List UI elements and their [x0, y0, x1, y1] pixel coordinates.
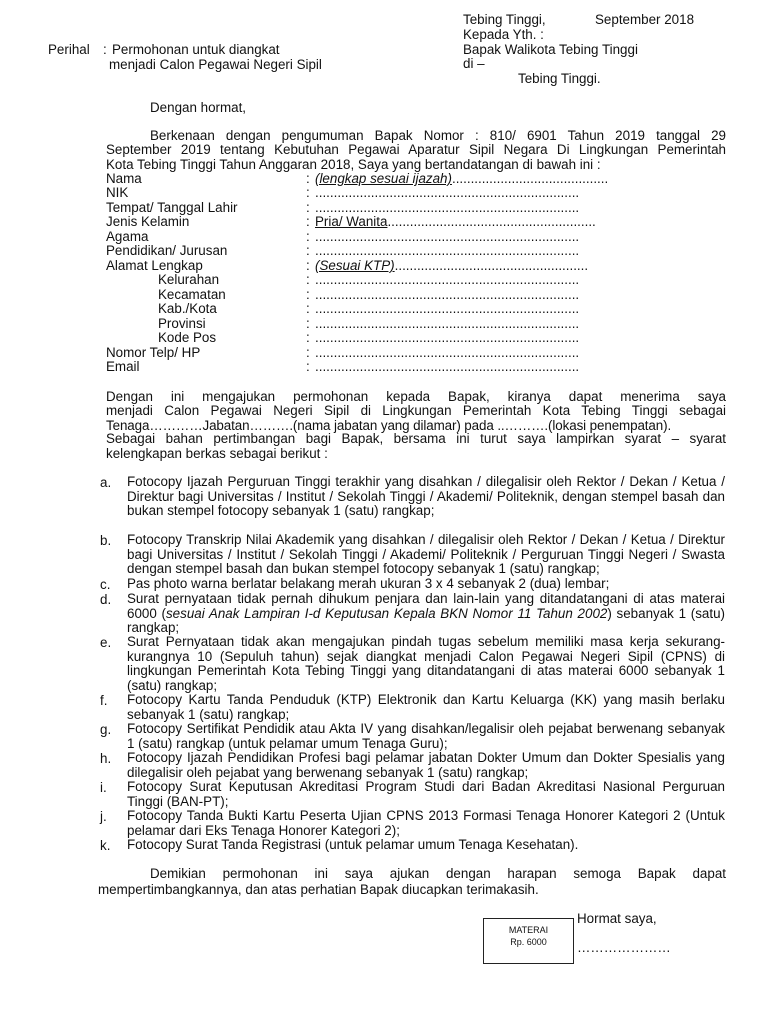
- requirement-text: Fotocopy Ijazah Perguruan Tinggi terakhir yang disahkan / dilegalisir oleh Rektor / Dekan / Ketua / Direktur bagi Universitas / Institut / Sekolah Tinggi / Akademi/ Politeknik, dengan stempel basah dan bukan stempel fotocopy sebanyak 1 (satu) rangkap;: [127, 474, 725, 519]
- requirement-letter: k.: [100, 838, 111, 853]
- field-value: [315, 273, 610, 288]
- field-colon: :: [306, 185, 310, 200]
- field-value: [315, 186, 610, 201]
- field-dots: .......................................................................: [315, 288, 580, 302]
- requirement-letter: a.: [100, 475, 112, 490]
- field-hint: (lengkap sesuai ijazah): [315, 172, 452, 186]
- field-dots: .......................................................................: [315, 230, 580, 244]
- request-line-2: menjadi Calon Pegawai Negeri Sipil di Lingkungan Pemerintah Kota Tebing Tinggi sebagai: [106, 403, 726, 418]
- field-dots: .......................................................................: [315, 317, 580, 331]
- subject-line-1: Permohonan untuk diangkat: [112, 42, 280, 57]
- field-hint: (Sesuai KTP): [315, 259, 395, 273]
- field-label: Alamat Lengkap: [106, 258, 203, 273]
- field-value: [315, 346, 610, 361]
- field-value: [315, 230, 610, 245]
- subject-line-2: menjadi Calon Pegawai Negeri Sipil: [109, 57, 322, 72]
- requirement-text: Fotocopy Transkrip Nilai Akademik yang disahkan / dilegalisir oleh Rektor / Dekan / Ketua / Direktur bagi Universitas / Institut / Sekolah Tinggi / Akademi/ Politeknik / Perguruan Tinggi Negeri / Swasta dengan stempel basah dan bukan stempel fotocopy sebanyak 1 (satu) rangkap;: [127, 532, 725, 577]
- field-label: NIK: [106, 185, 129, 200]
- subject-colon: :: [103, 42, 107, 57]
- requirement-letter: e.: [100, 635, 112, 650]
- closing-line-1: Demikian permohonan ini saya ajukan dengan harapan semoga Bapak dapat: [150, 866, 726, 881]
- field-dots: .......................................................................: [315, 331, 580, 345]
- field-label: Email: [106, 359, 140, 374]
- closing-line-2: mempertimbangkannya, dan atas perhatian Bapak diucapkan terimakasih.: [98, 882, 539, 897]
- intro-line-3: Kota Tebing Tinggi Tahun Anggaran 2018, Saya yang bertandatangan di bawah ini :: [106, 157, 601, 172]
- requirement-letter: b.: [100, 533, 112, 548]
- field-label: Agama: [106, 229, 149, 244]
- field-dots: .......................................................................: [315, 186, 580, 200]
- field-value: [315, 288, 610, 303]
- field-value: [315, 259, 610, 274]
- requirement-text-part: Surat pernyataan tidak pernah dihukum penjara dan lain-lain yang ditandatangani di atas materai 6000 (: [127, 591, 725, 621]
- field-dots: .......................................................................: [315, 346, 580, 360]
- recipient-salutation: Kepada Yth. :: [463, 27, 544, 42]
- requirement-text: Fotocopy Ijazah Pendidikan Profesi bagi pelamar jabatan Dokter Umum dan Dokter Spesialis yang dilegalisir oleh pejabat yang berwenang sebanyak 1 (satu) rangkap;: [127, 750, 725, 780]
- field-colon: :: [306, 243, 310, 258]
- signature-name-line: …………………: [577, 940, 671, 955]
- field-label: Nomor Telp/ HP: [106, 345, 201, 360]
- requirement-letter: h.: [100, 751, 112, 766]
- field-label: Provinsi: [158, 316, 206, 331]
- field-label: Pendidikan/ Jurusan: [106, 243, 228, 258]
- field-value: [315, 317, 610, 332]
- field-label: Kode Pos: [158, 330, 217, 345]
- greeting: Dengan hormat,: [150, 100, 247, 115]
- field-label: Kab./Kota: [158, 301, 217, 316]
- requirement-text: Fotocopy Sertifikat Pendidik atau Akta IV yang disahkan/legalisir oleh pejabat berwenang sebanyak 1 (satu) rangkap (untuk pelamar umum Tenaga Guru);: [127, 721, 725, 751]
- intro-line-1: Berkenaan dengan pengumuman Bapak Nomor : 810/ 6901 Tahun 2019 tanggal 29: [150, 128, 726, 143]
- field-value: [315, 172, 610, 187]
- field-value: [315, 244, 610, 259]
- field-dots: .......................................................................: [315, 273, 580, 287]
- requirement-text: Fotocopy Surat Tanda Registrasi (untuk pelamar umum Tenaga Kesehatan).: [127, 837, 579, 852]
- field-colon: :: [306, 316, 310, 331]
- requirement-letter: f.: [100, 693, 108, 708]
- intro-line-2: September 2019 tentang Kebutuhan Pegawai Aparatur Sipil Negara Di Lingkungan Pemerintah: [106, 142, 726, 157]
- field-colon: :: [306, 301, 310, 316]
- regards: Hormat saya,: [577, 911, 657, 926]
- stamp-value: Rp. 6000: [510, 937, 547, 947]
- field-colon: :: [306, 258, 310, 273]
- subject-label: Perihal: [48, 42, 90, 57]
- requirement-text: Fotocopy Surat Keputusan Akreditasi Program Studi dari Badan Akreditasi Nasional Perguruan Tinggi (BAN-PT);: [127, 779, 725, 809]
- stamp-label: MATERAI: [508, 925, 549, 935]
- letter-place: Tebing Tinggi,: [463, 12, 546, 27]
- recipient-name: Bapak Walikota Tebing Tinggi: [463, 42, 638, 57]
- field-colon: :: [306, 272, 310, 287]
- request-line-3: Tenaga…………Jabatan……….(nama jabatan yang dilamar) pada ..……….(lokasi penempatan).: [106, 418, 672, 433]
- field-value: [315, 331, 610, 346]
- field-dots: ..........................................: [451, 172, 609, 186]
- requirement-text-italic: sesuai Anak Lampiran I-d Keputusan Kepala BKN Nomor 11 Tahun 2002: [165, 605, 608, 621]
- field-dots: .......................................................................: [315, 244, 580, 258]
- materai-stamp-box: [483, 918, 574, 964]
- field-dots: ....................................................: [394, 259, 589, 273]
- field-colon: :: [306, 330, 310, 345]
- request-line-1: Dengan ini mengajukan permohonan kepada Bapak, kiranya dapat menerima saya: [106, 389, 726, 404]
- field-dots: .......................................................................: [315, 360, 580, 374]
- field-label: Tempat/ Tanggal Lahir: [106, 200, 238, 215]
- requirement-text: Fotocopy Tanda Bukti Kartu Peserta Ujian CPNS 2013 Formasi Tenaga Honorer Kategori 2 (Untuk pelamar dari Eks Tenaga Honorer Kategori 2);: [127, 808, 725, 838]
- field-colon: :: [306, 200, 310, 215]
- field-dots: ........................................................: [387, 215, 596, 229]
- request-line-4: Sebagai bahan pertimbangan bagi Bapak, bersama ini turut saya lampirkan syarat – syarat: [106, 431, 726, 446]
- field-colon: :: [306, 345, 310, 360]
- field-value: [315, 302, 610, 317]
- request-line-5: kelengkapan berkas sebagai berikut :: [106, 446, 328, 461]
- requirement-text: [127, 592, 725, 636]
- field-dots: .......................................................................: [315, 201, 580, 215]
- requirement-text: Surat Pernyataan tidak akan mengajukan pindah tugas sebelum memiliki masa kerja sekurang-kurangnya 10 (Sepuluh tahun) sejak diangkat menjadi Calon Pegawai Negeri Sipil (CPNS) di lingkungan Pemerintah Kota Tebing Tinggi yang ditandatangani di atas materai 6000 sebanyak 1 (satu) rangkap;: [127, 634, 725, 693]
- field-hint: Pria/ Wanita: [315, 215, 388, 229]
- requirement-letter: c.: [100, 577, 111, 592]
- field-label: Kelurahan: [158, 272, 220, 287]
- field-colon: :: [306, 359, 310, 374]
- requirement-text-part: ) sebanyak 1 (satu) rangkap;: [127, 605, 725, 636]
- requirement-text: Pas photo warna berlatar belakang merah ukuran 3 x 4 sebanyak 2 (dua) lembar;: [127, 576, 610, 591]
- letter-date: September 2018: [595, 12, 695, 27]
- field-colon: :: [306, 171, 310, 186]
- field-label: Jenis Kelamin: [106, 214, 190, 229]
- field-dots: .......................................................................: [315, 302, 580, 316]
- requirement-letter: g.: [100, 722, 112, 737]
- field-label: Kecamatan: [158, 287, 226, 302]
- field-colon: :: [306, 229, 310, 244]
- requirement-letter: j.: [100, 809, 107, 824]
- recipient-at: di –: [463, 56, 485, 71]
- requirement-letter: i.: [100, 780, 107, 795]
- requirement-letter: d.: [100, 592, 112, 607]
- field-value: [315, 201, 610, 216]
- field-value: [315, 215, 610, 230]
- field-colon: :: [306, 214, 310, 229]
- requirement-text: Fotocopy Kartu Tanda Penduduk (KTP) Elektronik dan Kartu Keluarga (KK) yang masih berlaku sebanyak 1 (satu) rangkap;: [127, 692, 725, 722]
- field-colon: :: [306, 287, 310, 302]
- field-label: Nama: [106, 171, 142, 186]
- field-value: [315, 360, 610, 375]
- recipient-city: Tebing Tinggi.: [518, 71, 601, 86]
